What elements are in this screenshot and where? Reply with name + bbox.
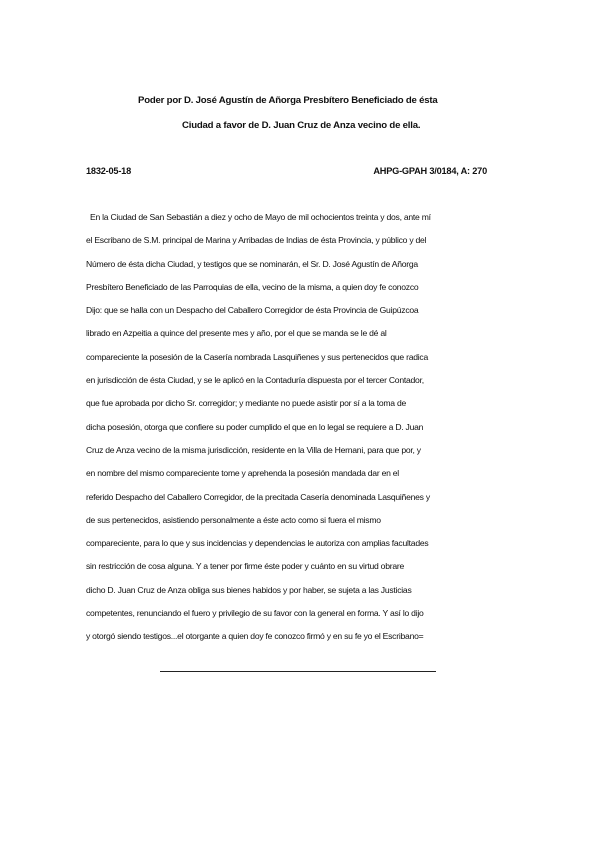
document-date: 1832-05-18 <box>86 166 131 176</box>
signature-line <box>160 671 436 672</box>
body-line: referido Despacho del Caballero Corregidor, de la precitada Casería denominada Lasquiñenes y <box>86 491 430 502</box>
body-line: En la Ciudad de San Sebastián a diez y ocho de Mayo de mil ochocientos treinta y dos, ante mí <box>90 212 431 222</box>
body-line: en nombre del mismo compareciente tome y aprehenda la posesión mandada dar en el <box>86 468 399 479</box>
body-line: Cruz de Anza vecino de la misma jurisdicción, residente en la Villa de Hernani, para que por, y <box>86 444 421 455</box>
body-line: Número de ésta dicha Ciudad, y testigos que se nominarán, el Sr. D. José Agustín de Añorga <box>86 258 418 269</box>
document-body <box>86 210 516 653</box>
body-line: y otorgó siendo testigos...el otorgante a quien doy fe conozco firmó y en su fe yo el Escribano= <box>86 631 424 642</box>
body-line: dicho D. Juan Cruz de Anza obliga sus bienes habidos y por haber, se sujeta a las Justicias <box>86 584 412 595</box>
body-line: sin restricción de cosa alguna. Y a tener por firme éste poder y cuánto en su virtud obrare <box>86 561 405 572</box>
body-line: de sus pertenecidos, asistiendo personalmente a éste acto como si fuera el mismo <box>86 514 381 525</box>
body-line: competentes, renunciando el fuero y privilegio de su favor con la general en forma. Y así lo dijo <box>86 608 424 619</box>
body-line: Presbítero Beneficiado de las Parroquias de ella, vecino de la misma, a quien doy fe conozco <box>86 281 419 292</box>
document-title-line-1: Poder por D. José Agustín de Añorga Presbítero Beneficiado de ésta <box>138 95 438 106</box>
body-line: compareciente, para lo que y sus incidencias y dependencias le autoriza con amplias facultades <box>86 538 429 549</box>
body-line: compareciente la posesión de la Casería nombrada Lasquiñenes y sus pertenecidos que radica <box>86 351 429 362</box>
archive-reference: AHPG-GPAH 3/0184, A: 270 <box>373 166 487 176</box>
body-line: que fue aprobada por dicho Sr. corregidor; y mediante no puede asistir por sí a la toma de <box>86 398 407 409</box>
document-title-line-2: Ciudad a favor de D. Juan Cruz de Anza vecino de ella. <box>182 120 421 131</box>
body-line: dicha posesión, otorga que confiere su poder cumplido el que en lo legal se requiere a D. Juan <box>86 421 424 432</box>
body-line: Dijo: que se halla con un Despacho del Caballero Corregidor de ésta Provincia de Guipúzcoa <box>86 305 419 316</box>
body-line: en jurisdicción de ésta Ciudad, y se le aplicó en la Contaduría dispuesta por el tercer Contador, <box>86 375 424 386</box>
body-line: el Escribano de S.M. principal de Marina y Arribadas de Indias de ésta Provincia, y público y del <box>86 235 427 246</box>
body-line: librado en Azpeitia a quince del presente mes y año, por el que se manda se le dé al <box>86 328 387 339</box>
